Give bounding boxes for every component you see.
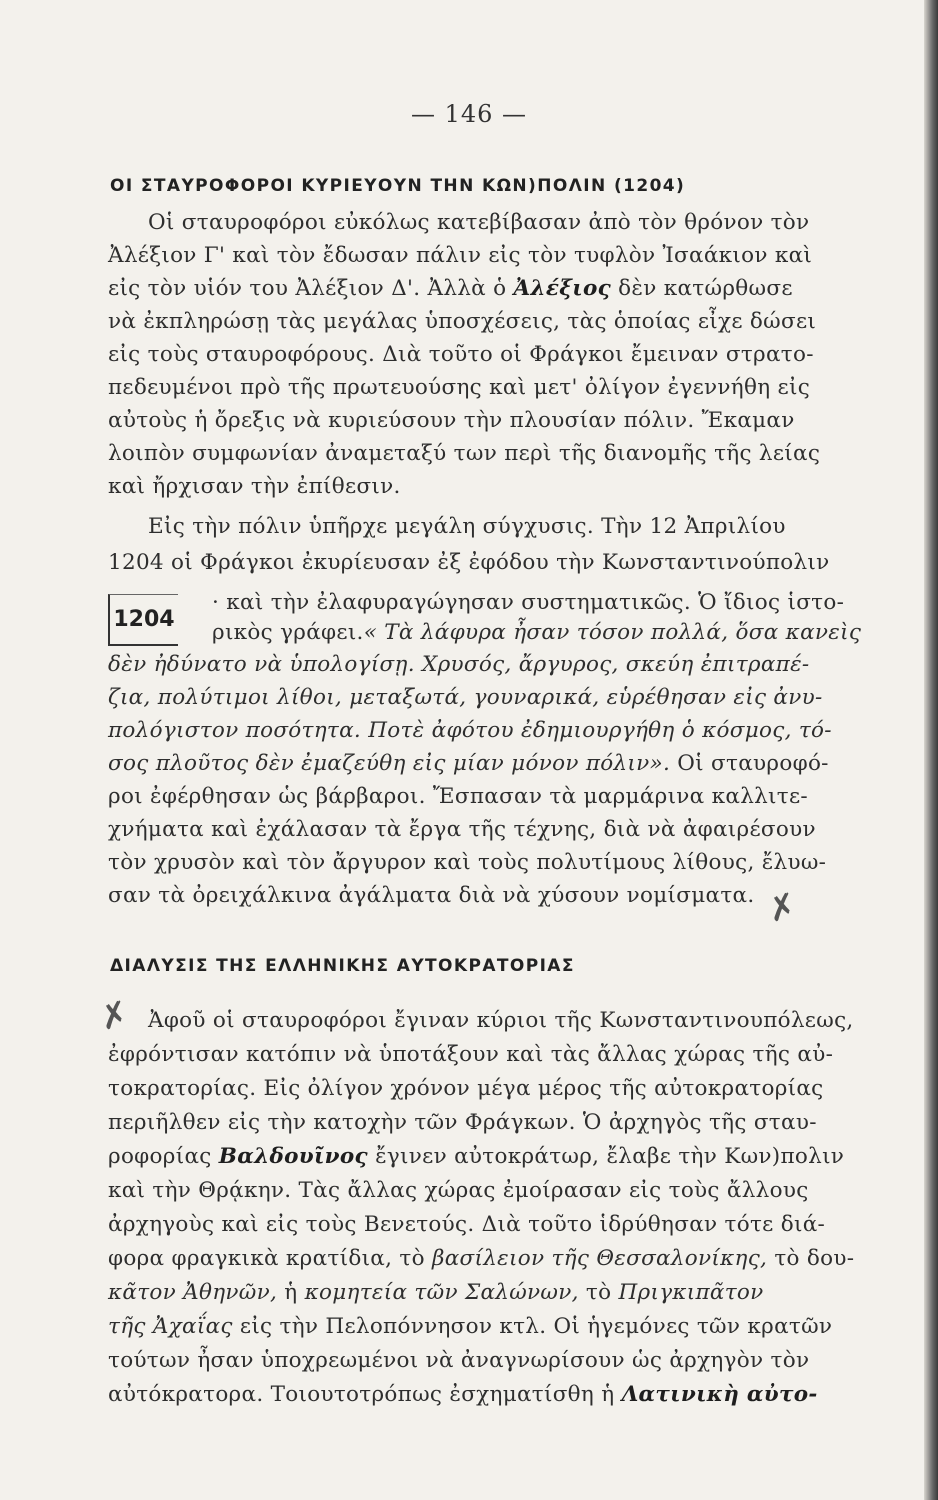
text-line: εἰς τοὺς σταυροφόρους. Διὰ τοῦτο οἱ Φράγκοι ἔμειναν στρατο- [108, 342, 814, 367]
text-line: Εἰς τὴν πόλιν ὑπῆρχε μεγάλη σύγχυσις. Τὴν 12 Ἀπριλίου [148, 514, 786, 539]
text-line: νὰ ἐκπληρώσῃ τὰς μεγάλας ὑποσχέσεις, τὰς ὁποίας εἶχε δώσει [108, 309, 817, 334]
emphasis-baldwin: Βαλδουῖνος [218, 1144, 368, 1169]
text-line: πεδευμένοι πρὸ τῆς πρωτευούσης καὶ μετ' ὀλίγον ἐγεννήθη εἰς [108, 375, 811, 400]
text-line: Οἱ σταυροφόροι εὐκόλως κατεβίβασαν ἀπὸ τὸν θρόνον τὸν [148, 210, 810, 235]
text-line: τούτων ἦσαν ὑποχρεωμένοι νὰ ἀναγνωρίσουν ὡς ἀρχηγὸν τὸν [108, 1348, 810, 1373]
text-line: φορα φραγκικὰ κρατίδια, τὸ βασίλειον τῆς Θεσσαλονίκης, τὸ δου- [108, 1246, 855, 1271]
scan-edge [924, 0, 938, 1500]
text-line: δὲν ἠδύνατο νὰ ὑπολογίσῃ. Χρυσός, ἄργυρος, σκεύη ἐπιτραπέ- [108, 652, 810, 677]
section-heading-crusaders: ΟΙ ΣΤΑΥΡΟΦΟΡΟΙ ΚΥΡΙΕΥΟΥΝ ΤΗΝ ΚΩΝ)ΠΟΛΙΝ (1204) [110, 176, 686, 196]
emphasis-alexios: Ἀλέξιος [513, 276, 612, 301]
pencil-check-mark-icon: ✗ [95, 992, 134, 1040]
text-line: 1204 οἱ Φράγκοι ἐκυρίευσαν ἐξ ἐφόδου τὴν Κωνσταντινούπολιν [108, 550, 830, 575]
text-line: λοιπὸν συμφωνίαν ἀναμεταξύ των περὶ τῆς διανομῆς τῆς λείας [108, 441, 821, 466]
margin-year-note: 1204 [108, 594, 178, 646]
text-line: χνήματα καὶ ἐχάλασαν τὰ ἔργα τῆς τέχνης, διὰ νὰ ἀφαιρέσουν [108, 817, 816, 842]
text-line: · καὶ τὴν ἐλαφυραγώγησαν συστηματικῶς. Ὁ ἴδιος ἱστο- [212, 590, 845, 615]
text-line: σος πλοῦτος δὲν ἐμαζεύθη εἰς μίαν μόνον πόλιν». Οἱ σταυροφό- [108, 751, 829, 776]
page-number: — 146 — [410, 100, 528, 128]
text-line: περιῆλθεν εἰς τὴν κατοχὴν τῶν Φράγκων. Ὁ ἀρχηγὸς τῆς σταυ- [108, 1110, 817, 1135]
text-line: ρικὸς γράφει.« Τὰ λάφυρα ἦσαν τόσον πολλά, ὅσα κανεὶς [212, 620, 862, 645]
text-line: ἐφρόντισαν κατόπιν νὰ ὑποτάξουν καὶ τὰς ἄλλας χώρας τῆς αὐ- [108, 1042, 834, 1067]
text-line: ροφορίας Βαλδουῖνος ἔγινεν αὐτοκράτωρ, ἔλαβε τὴν Κων)πολιν [108, 1144, 845, 1169]
section-heading-dissolution: ΔΙΑΛΥΣΙΣ ΤΗΣ ΕΛΛΗΝΙΚΗΣ ΑΥΤΟΚΡΑΤΟΡΙΑΣ [110, 956, 575, 976]
text-line: πολόγιστον ποσότητα. Ποτὲ ἀφότου ἐδημιουργήθη ὁ κόσμος, τό- [108, 718, 832, 743]
quote-italic: « Τὰ λάφυρα ἦσαν τόσον πολλά, ὅσα κανεὶς [363, 620, 862, 645]
text-line: κᾶτον Ἀθηνῶν, ἡ κομητεία τῶν Σαλώνων, τὸ Πριγκιπᾶτον [108, 1280, 764, 1305]
emphasis-latin-empire: Λατινικὴ αὐτο- [621, 1382, 818, 1407]
pencil-check-mark-icon: ✗ [763, 884, 802, 932]
text-line: τῆς Ἀχαΐας εἰς τὴν Πελοπόννησον κτλ. Οἱ ἡγεμόνες τῶν κρατῶν [108, 1314, 833, 1339]
text-line: καὶ ἤρχισαν τὴν ἐπίθεσιν. [108, 474, 401, 499]
text-line: αὐτοὺς ἡ ὄρεξις νὰ κυριεύσουν τὴν πλουσίαν πόλιν. Ἔκαμαν [108, 408, 795, 433]
text-line: ροι ἐφέρθησαν ὡς βάρβαροι. Ἔσπασαν τὰ μαρμάρινα καλλιτε- [108, 784, 808, 809]
text-line: Ἀφοῦ οἱ σταυροφόροι ἔγιναν κύριοι τῆς Κωνσταντινουπόλεως, [148, 1008, 854, 1033]
text-line: ἀρχηγοὺς καὶ εἰς τοὺς Βενετούς. Διὰ τοῦτο ἱδρύθησαν τότε διά- [108, 1212, 826, 1237]
text-line: τοκρατορίας. Εἰς ὀλίγον χρόνον μέγα μέρος τῆς αὐτοκρατορίας [108, 1076, 824, 1101]
text-line: ζια, πολύτιμοι λίθοι, μεταξωτά, γουναρικά, εὑρέθησαν εἰς ἀνυ- [108, 685, 823, 710]
text-line: καὶ τὴν Θρᾴκην. Τὰς ἄλλας χώρας ἐμοίρασαν εἰς τοὺς ἄλλους [108, 1178, 809, 1203]
text-line: αὐτόκρατορα. Τοιουτοτρόπως ἐσχηματίσθη ἡ Λατινικὴ αὐτο- [108, 1382, 818, 1407]
text-line: εἰς τὸν υἱόν του Ἀλέξιον Δ'. Ἀλλὰ ὁ Ἀλέξιος δὲν κατώρθωσε [108, 276, 793, 301]
text-line: σαν τὰ ὀρειχάλκινα ἀγάλματα διὰ νὰ χύσουν νομίσματα. [108, 883, 755, 908]
text-line: τὸν χρυσὸν καὶ τὸν ἄργυρον καὶ τοὺς πολυτίμους λίθους, ἔλυω- [108, 850, 827, 875]
text-line: Ἀλέξιον Γ' καὶ τὸν ἔδωσαν πάλιν εἰς τὸν τυφλὸν Ἰσαάκιον καὶ [108, 243, 813, 268]
